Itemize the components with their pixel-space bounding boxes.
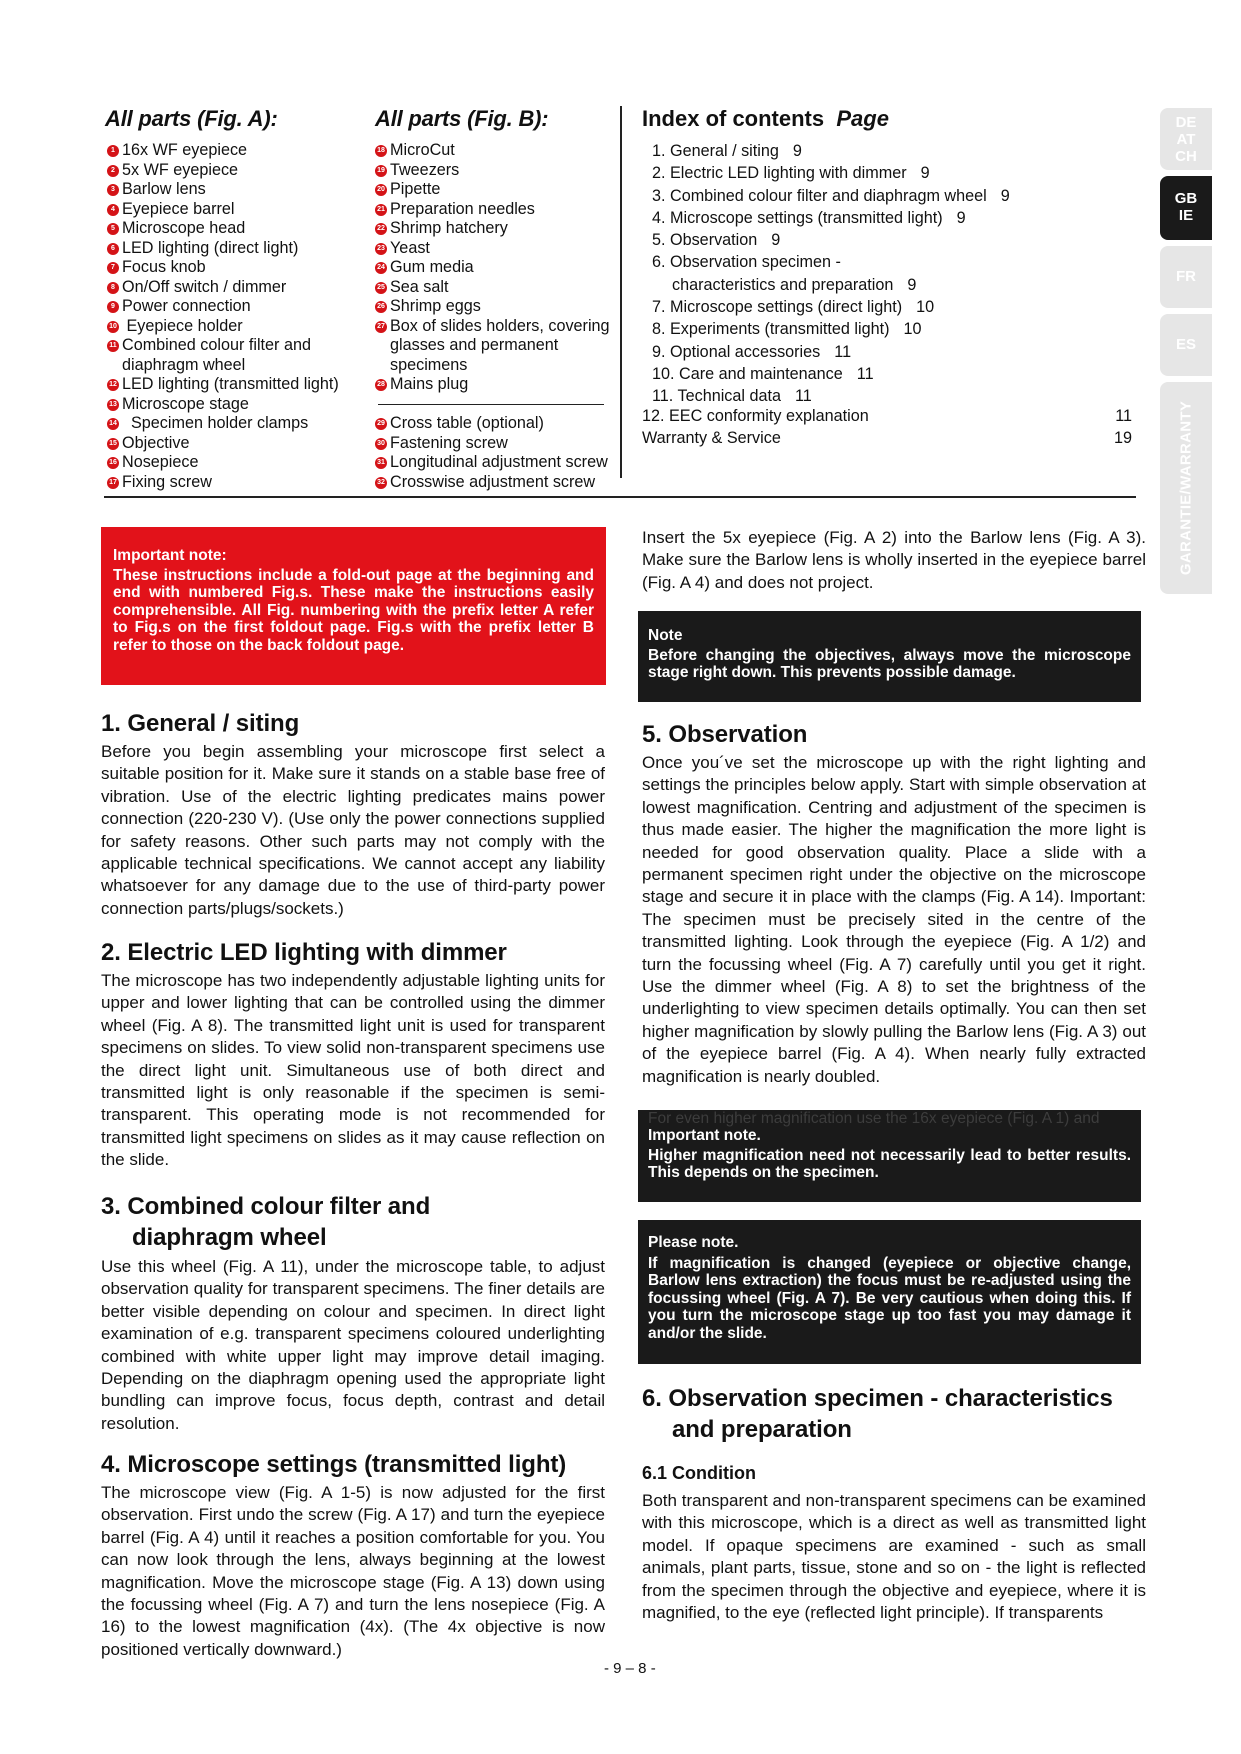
part-number-badge: 19 (375, 165, 387, 177)
important-note-dark-title: Important note. (648, 1127, 761, 1144)
part-number-badge: 10 (107, 321, 119, 333)
parts-list-item (107, 414, 362, 434)
part-number-badge: 4 (107, 204, 119, 216)
part-label: Barlow lens (122, 180, 206, 198)
part-label: Focus knob (122, 258, 206, 276)
part-label: Eyepiece holder (122, 316, 243, 335)
part-number-badge: 28 (375, 379, 387, 391)
index-entry[interactable] (652, 318, 1052, 340)
index-entry[interactable] (642, 405, 1132, 427)
index-entry-title: 9. Optional accessories (652, 342, 821, 361)
index-entry-title: 12. EEC conformity explanation (642, 407, 869, 425)
index-entry-title: 6. Observation specimen - (652, 253, 841, 272)
note-text: Before changing the objectives, always move the microscope stage right down. This prevents possible damage. (648, 646, 1131, 682)
part-label: Fixing screw (122, 472, 212, 491)
part-label: Crosswise adjustment screw (390, 472, 596, 491)
parts-b-list (375, 141, 620, 395)
part-number-badge: 15 (107, 438, 119, 450)
part-number-badge: 2 (107, 165, 119, 177)
parts-list-item (375, 239, 620, 259)
index-entry-page: 9 (771, 231, 781, 250)
part-label: Objective (122, 433, 190, 452)
note-overlap-text: For even higher magnification use the 16x eyepiece (Fig. A 1) and (648, 1110, 1100, 1127)
part-number-badge: 14 (107, 418, 119, 430)
part-number-badge: 31 (375, 457, 387, 469)
parts-list-item (107, 317, 362, 337)
index-page-label: Page (836, 106, 889, 131)
parts-list-item (375, 258, 620, 278)
tab-de[interactable]: DE AT CH (1160, 108, 1212, 170)
part-label: Pipette (390, 180, 441, 198)
part-label: 16x WF eyepiece (122, 141, 248, 159)
part-number-badge: 30 (375, 438, 387, 450)
parts-list-item (107, 278, 362, 298)
part-number-badge: 23 (375, 243, 387, 255)
index-entry[interactable] (652, 296, 1052, 318)
parts-list-item (375, 434, 620, 454)
part-number-badge: 32 (375, 477, 387, 489)
part-label: Specimen holder clamps (122, 414, 309, 432)
part-label: Gum media (390, 258, 474, 276)
section-2-heading: 2. Electric LED lighting with dimmer (101, 939, 507, 966)
parts-list-item (107, 141, 362, 161)
part-label: Sea salt (390, 277, 449, 296)
parts-b-heading: All parts (Fig. B): (375, 106, 549, 131)
part-label: Longitudinal adjustment screw (390, 453, 608, 471)
parts-list-item (375, 473, 620, 493)
index-entry-page: 10 (903, 320, 922, 339)
section-4-heading: 4. Microscope settings (transmitted light) (101, 1451, 567, 1478)
part-number-badge: 25 (375, 282, 387, 294)
part-label: Microscope stage (122, 394, 249, 413)
parts-a-list (107, 141, 362, 492)
parts-list-item (107, 258, 362, 278)
parts-list-item (375, 180, 620, 200)
part-label: LED lighting (transmitted light) (122, 375, 339, 393)
tab-fr[interactable]: FR (1160, 246, 1212, 308)
index-entry-continued[interactable] (652, 274, 1052, 296)
index-entry-page: 9 (956, 208, 966, 227)
part-label: On/Off switch / dimmer (122, 277, 287, 296)
section-6-heading: 6. Observation specimen - characteristics (642, 1385, 1113, 1412)
parts-list-item (375, 453, 620, 473)
index-entry[interactable] (652, 251, 1052, 273)
part-label: LED lighting (direct light) (122, 238, 299, 257)
parts-list-item (107, 375, 362, 395)
tab-gb[interactable]: GB IE (1160, 176, 1212, 240)
part-number-badge: 18 (375, 145, 387, 157)
section-5-text: Once you´ve set the microscope up with the right lighting and settings the principles below apply. Start with simple observation at lowest magnification. Centring and adjustment of the specimen is thus made easier. The higher the magnification the more light is needed for good observation quality. Place a slide with a permanent specimen right under the objective on the microscope stage and secure it in place with the clamps (Fig. A 14). Important: The specimen must be precisely sited in the centre of the transmitted lighting. Look through the eyepiece (Fig. A 1/2) and turn the focussing wheel (Fig. A 7) carefully until you get it right. Use the dimmer wheel (Fig. A 8) to set the brightness of the underlighting to view specimen details optimally. You can then set higher magnification by slowly pulling the Barlow lens (Fig. A 3) out of the eyepiece barrel (Fig. A 4). When nearly fully extracted magnification is nearly doubled. (642, 753, 1146, 1086)
part-number-badge: 1 (107, 145, 119, 157)
parts-list-item (107, 239, 362, 259)
section-3-heading-line2: diaphragm wheel (132, 1224, 327, 1251)
part-number-badge: 6 (107, 243, 119, 255)
part-number-badge: 5 (107, 223, 119, 235)
index-entry[interactable] (642, 427, 1132, 449)
part-number-badge: 12 (107, 379, 119, 391)
page-number: - 9 – 8 - (604, 1660, 656, 1677)
part-number-badge: 7 (107, 262, 119, 274)
section-2-text: The microscope has two independently adjustable lighting units for upper and lower lighting that can be controlled using the dimmer wheel (Fig. A 8). The transmitted light unit is used for transparent specimens on slides. To view solid non-transparent specimens use the direct light unit. Simultaneous use of both direct and transmitted light is only reasonable if the specimen is semi-transparent. This operating mode is not recommended for transmitted light specimens on slides as it may cause reflection on the slide. (101, 971, 605, 1170)
part-number-badge: 21 (375, 204, 387, 216)
parts-list-item (107, 395, 362, 415)
part-number-badge: 13 (107, 399, 119, 411)
part-number-badge: 24 (375, 262, 387, 274)
parts-list-item (107, 200, 362, 220)
column-divider (620, 106, 622, 478)
part-label: Microscope head (122, 219, 246, 237)
index-entry[interactable] (652, 229, 1052, 251)
part-number-badge: 22 (375, 223, 387, 235)
part-label: Fastening screw (390, 433, 508, 452)
index-entry[interactable] (652, 207, 1052, 229)
index-entry[interactable] (652, 140, 1052, 162)
parts-list-item (107, 297, 362, 317)
parts-list-item (107, 336, 362, 375)
parts-list-item (375, 414, 620, 434)
part-label: Mains plug (390, 375, 469, 393)
part-number-badge: 11 (107, 340, 119, 352)
section-1-text: Before you begin assembling your microscope first select a suitable position for it. Make sure it stands on a stable base free of vibration. Use of the electric lighting predicates mains power connection (220-230 V). (Use only the power connections supplied for safety reasons. Other such parts may not comply with the applicable technical specifications. We cannot accept any liability whatsoever for any damage due to the use of third-party power connection parts/plugs/sockets.) (101, 742, 605, 918)
part-number-badge: 17 (107, 477, 119, 489)
please-note-title: Please note. (648, 1234, 739, 1251)
section-1-heading: 1. General / siting (101, 710, 300, 737)
parts-list-item (107, 161, 362, 181)
index-entry-title: 11. Technical data (652, 387, 781, 406)
important-note-box (101, 527, 606, 685)
important-note-text: These instructions include a fold-out page at the beginning and end with numbered Fig.s. These make the instructions easily comprehensible. All Fig. numbering with the prefix letter A refer to Fig.s on the first foldout page. Fig.s with the prefix letter B refer to those on the back foldout page. (113, 566, 594, 654)
part-label: Shrimp hatchery (390, 219, 508, 237)
tab-warranty-label: GARANTIE/WARRANTY (1177, 400, 1195, 576)
index-entry-title: 3. Combined colour filter and diaphragm wheel (652, 186, 987, 205)
index-entry-page: 9 (907, 275, 917, 294)
part-label: Box of slides holders, covering glasses and permanent specimens (390, 316, 615, 374)
section-3-heading: 3. Combined colour filter and (101, 1193, 431, 1220)
header-rule (104, 496, 1136, 498)
parts-list-item (107, 219, 362, 239)
index-list (652, 140, 1052, 408)
index-entry-title: 8. Experiments (transmitted light) (652, 320, 890, 339)
part-number-badge: 16 (107, 457, 119, 469)
part-label: Eyepiece barrel (122, 199, 235, 218)
parts-list-item (375, 317, 620, 376)
index-entry-title-line2: characteristics and preparation (672, 275, 894, 294)
tab-es[interactable]: ES (1160, 314, 1212, 376)
part-number-badge: 9 (107, 301, 119, 313)
part-number-badge: 29 (375, 418, 387, 430)
tab-warranty[interactable] (1160, 382, 1212, 594)
note-box (638, 611, 1141, 702)
index-entry-title: Warranty & Service (642, 429, 781, 448)
parts-list-item (107, 434, 362, 454)
index-entry-page: 11 (856, 364, 874, 383)
index-entry-page: 19 (1113, 429, 1132, 448)
part-number-badge: 20 (375, 184, 387, 196)
part-number-badge: 3 (107, 184, 119, 196)
part-label: Yeast (390, 238, 430, 257)
index-entry-page: 10 (916, 298, 935, 317)
index-entry[interactable] (652, 341, 1052, 363)
parts-list-item (375, 297, 620, 317)
part-number-badge: 8 (107, 282, 119, 294)
index-entry-page: 11 (1115, 407, 1132, 425)
part-label: Tweezers (390, 160, 460, 179)
important-note-title: Important note: (113, 547, 227, 564)
index-entry-page: 11 (834, 342, 852, 361)
index-entry-page: 9 (920, 164, 930, 183)
please-note-box (638, 1220, 1141, 1364)
index-entry[interactable] (652, 162, 1052, 184)
part-label: Nosepiece (122, 453, 199, 471)
section-4-continued-text: Insert the 5x eyepiece (Fig. A 2) into the Barlow lens (Fig. A 3). Make sure the Barlow lens is wholly inserted in the eyepiece barrel (Fig. A 4) and does not project. (642, 528, 1146, 592)
index-entry-page: 9 (1000, 186, 1010, 205)
parts-list-item (375, 375, 620, 395)
parts-list-item (375, 161, 620, 181)
parts-list-item (375, 219, 620, 239)
index-heading (642, 106, 889, 132)
index-entry-title: 5. Observation (652, 231, 758, 250)
part-label: Power connection (122, 297, 251, 315)
part-label: Preparation needles (390, 199, 535, 218)
parts-b-optional-list (375, 414, 620, 492)
section-5-heading: 5. Observation (642, 721, 808, 748)
index-entry-title: 4. Microscope settings (transmitted light) (652, 208, 943, 227)
part-label: MicroCut (390, 141, 455, 159)
section-4-text: The microscope view (Fig. A 1-5) is now adjusted for the first observation. First undo the screw (Fig. A 17) and turn the eyepiece barrel (Fig. A 4) until it reaches a position comfortable for you. You can now look through the lens, always beginning at the lowest magnification. Move the microscope stage (Fig. A 13) down using the focussing wheel (Fig. A 7) and turn the lens nosepiece (Fig. A 16) to the lowest magnification (4x). (The 4x objective is now positioned vertically downward.) (101, 1483, 605, 1659)
parts-list-item (107, 453, 362, 473)
index-title: Index of contents (642, 106, 825, 131)
index-list-right (642, 405, 1132, 450)
part-label: Cross table (optional) (390, 414, 544, 432)
index-entry-page: 11 (795, 387, 812, 406)
important-note-dark-text: Higher magnification need not necessarily lead to better results. This depends on the specimen. (648, 1146, 1131, 1182)
section-6-1-subheading: 6.1 Condition (642, 1463, 756, 1483)
index-entry[interactable] (652, 185, 1052, 207)
parts-list-item (375, 200, 620, 220)
section-6-text: Both transparent and non-transparent specimens can be examined with this microscope, which is a direct as well as transmitted light model. If opaque specimens are examined - such as small animals, plant parts, tissue, stone and so on - the light is reflected from the specimen through the objective and eyepiece, where it is magnified, to the eye (reflected light principle). If transparents (642, 1491, 1146, 1623)
parts-list-item (107, 180, 362, 200)
parts-a-heading: All parts (Fig. A): (105, 106, 278, 131)
parts-list-item (375, 278, 620, 298)
part-label: 5x WF eyepiece (122, 160, 239, 179)
index-entry-title: 2. Electric LED lighting with dimmer (652, 164, 907, 183)
index-entry[interactable] (652, 363, 1052, 385)
part-number-badge: 26 (375, 301, 387, 313)
parts-list-item (375, 141, 620, 161)
section-6-heading-line2: and preparation (672, 1416, 852, 1443)
section-3-text: Use this wheel (Fig. A 11), under the microscope table, to adjust observation quality for transparent specimens. The finer details are better visible depending on colour and specimen. In direct light examination of e.g. transparent specimens coloured underlighting combined with white upper light may improve detail imaging. Depending on the diaphragm opening used the appropriate light bundling can improve focus, focus depth, contrast and detail resolution. (101, 1257, 605, 1433)
index-entry-title: 7. Microscope settings (direct light) (652, 298, 903, 317)
important-note-dark-box (638, 1110, 1141, 1202)
part-label: Shrimp eggs (390, 297, 481, 315)
parts-b-divider (378, 404, 604, 405)
parts-list-item (107, 473, 362, 493)
part-number-badge: 27 (375, 321, 387, 333)
note-title: Note (648, 627, 683, 644)
index-entry-title: 10. Care and maintenance (652, 364, 843, 383)
index-entry-title: 1. General / siting (652, 142, 779, 160)
part-label: Combined colour filter and diaphragm wheel (122, 336, 316, 374)
please-note-text: If magnification is changed (eyepiece or objective change, Barlow lens extraction) the focus must be re-adjusted using the focussing wheel (Fig. A 7). Be very cautious when doing this. If you turn the microscope stage up too fast you may damage it and/or the slide. (648, 1254, 1131, 1342)
index-entry-page: 9 (792, 142, 802, 160)
